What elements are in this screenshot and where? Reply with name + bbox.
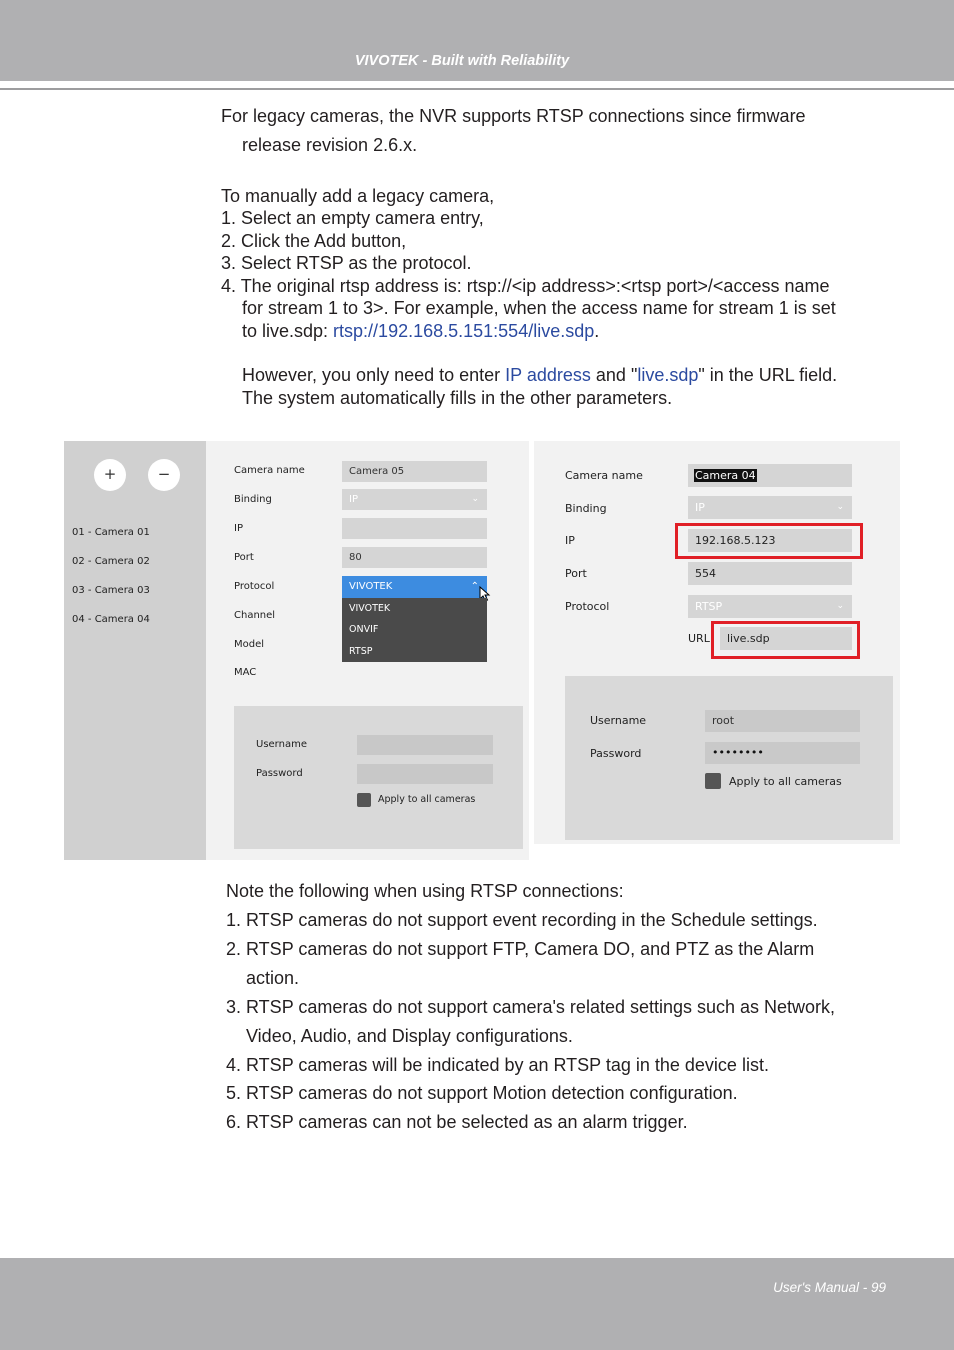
- hint-text-b: and ": [590, 365, 638, 385]
- camera-setup-screenshot-2: [534, 441, 900, 844]
- step-4-line-2: for stream 1 to 3>. For example, when the access name for stream 1 is set: [242, 298, 836, 318]
- protocol-select[interactable]: [342, 576, 487, 598]
- password-label: Password: [590, 747, 642, 760]
- note-2-line-1: 2. RTSP cameras do not support FTP, Camera DO, and PTZ as the Alarm: [226, 939, 815, 959]
- protocol-option-onvif[interactable]: ONVIF: [349, 624, 379, 635]
- step-4-line-3: [242, 320, 599, 342]
- protocol-option-rtsp[interactable]: RTSP: [349, 646, 373, 657]
- step-4-suffix: .: [594, 321, 600, 341]
- credentials-panel: [234, 706, 523, 849]
- camera-list-item[interactable]: 01 - Camera 01: [72, 527, 150, 538]
- camera-list-item[interactable]: 03 - Camera 03: [72, 585, 150, 596]
- password-field[interactable]: ••••••••: [705, 742, 860, 764]
- ip-label: IP: [234, 523, 243, 534]
- step-1: 1. Select an empty camera entry,: [221, 208, 484, 228]
- hint-text-c: " in the URL field.: [698, 365, 838, 385]
- page-number: User's Manual - 99: [773, 1280, 886, 1295]
- note-3-line-1: 3. RTSP cameras do not support camera's related settings such as Network,: [226, 997, 836, 1017]
- camera-name-label: Camera name: [234, 465, 305, 476]
- step-3: 3. Select RTSP as the protocol.: [221, 253, 472, 273]
- chevron-up-icon: ⌃: [470, 581, 479, 592]
- ip-label: IP: [565, 534, 575, 547]
- camera-name-label: Camera name: [565, 469, 643, 482]
- port-field[interactable]: 80: [342, 547, 487, 568]
- camera-name-field[interactable]: [688, 464, 852, 487]
- intro-line-1: For legacy cameras, the NVR supports RTSP connections since firmware: [221, 106, 806, 126]
- binding-label: Binding: [565, 502, 607, 515]
- camera-list-item[interactable]: 02 - Camera 02: [72, 556, 150, 567]
- password-label: Password: [256, 768, 303, 779]
- url-highlight-box: [711, 621, 860, 659]
- protocol-label: Protocol: [234, 581, 275, 592]
- apply-all-checkbox[interactable]: [357, 793, 371, 807]
- apply-all-label: Apply to all cameras: [378, 794, 476, 805]
- camera-setup-screenshot-1: [64, 441, 529, 860]
- apply-all-label: Apply to all cameras: [729, 775, 842, 788]
- protocol-option-vivotek[interactable]: VIVOTEK: [349, 603, 391, 614]
- ip-field[interactable]: 192.168.5.123: [688, 529, 852, 552]
- camera-name-field[interactable]: Camera 05: [342, 461, 487, 482]
- chevron-down-icon: ⌄: [836, 502, 844, 512]
- mac-label: MAC: [234, 667, 257, 678]
- binding-value: IP: [349, 494, 358, 505]
- chevron-down-icon: ⌄: [836, 601, 844, 611]
- hint-line-2: The system automatically fills in the other parameters.: [242, 388, 673, 408]
- note-3-line-2: Video, Audio, and Display configurations.: [246, 1026, 573, 1046]
- model-label: Model: [234, 639, 265, 650]
- binding-label: Binding: [234, 494, 272, 505]
- header-divider: [0, 88, 954, 90]
- credentials-panel: [565, 676, 893, 840]
- note-2-line-2: action.: [246, 968, 300, 988]
- live-sdp-link[interactable]: live.sdp: [637, 365, 699, 385]
- camera-list-item[interactable]: 04 - Camera 04: [72, 614, 150, 625]
- notes-lead: Note the following when using RTSP connections:: [226, 881, 624, 901]
- apply-all-checkbox[interactable]: [705, 773, 721, 789]
- username-field[interactable]: root: [705, 710, 860, 732]
- channel-label: Channel: [234, 610, 276, 621]
- username-label: Username: [590, 714, 647, 727]
- note-6: 6. RTSP cameras can not be selected as an alarm trigger.: [226, 1112, 688, 1132]
- port-label: Port: [565, 567, 587, 580]
- ip-address-link[interactable]: IP address: [505, 365, 591, 385]
- protocol-value: RTSP: [695, 600, 723, 613]
- add-camera-button[interactable]: +: [94, 459, 126, 491]
- intro-line-2: release revision 2.6.x.: [242, 135, 418, 155]
- url-field[interactable]: live.sdp: [720, 627, 852, 650]
- username-field[interactable]: [357, 735, 493, 755]
- steps-lead: To manually add a legacy camera,: [221, 186, 495, 206]
- step-4-prefix: to live.sdp:: [242, 321, 334, 341]
- ip-field[interactable]: [342, 518, 487, 539]
- camera-list-sidebar: [64, 441, 206, 860]
- ip-highlight-box: [675, 523, 863, 559]
- rtsp-example-link[interactable]: rtsp://192.168.5.151:554/live.sdp: [333, 321, 595, 341]
- page-footer: [0, 1258, 954, 1350]
- protocol-dropdown-list: [342, 598, 487, 662]
- header-title: VIVOTEK - Built with Reliability: [354, 53, 570, 69]
- hint-text-a: However, you only need to enter: [242, 365, 506, 385]
- binding-select[interactable]: [342, 489, 487, 510]
- note-4: 4. RTSP cameras will be indicated by an RTSP tag in the device list.: [226, 1055, 769, 1075]
- port-label: Port: [234, 552, 254, 563]
- protocol-select[interactable]: [688, 595, 852, 618]
- note-1: 1. RTSP cameras do not support event recording in the Schedule settings.: [226, 910, 818, 930]
- step-2: 2. Click the Add button,: [221, 231, 407, 251]
- password-field[interactable]: [357, 764, 493, 784]
- remove-camera-button[interactable]: −: [148, 459, 180, 491]
- page-header: [0, 0, 954, 81]
- binding-value: IP: [695, 501, 705, 514]
- protocol-value: VIVOTEK: [349, 581, 393, 592]
- username-label: Username: [256, 739, 307, 750]
- note-5: 5. RTSP cameras do not support Motion detection configuration.: [226, 1083, 738, 1103]
- url-label: URL: [688, 632, 710, 645]
- hint-line-1: [242, 364, 837, 386]
- step-4-line-1: 4. The original rtsp address is: rtsp://<ip address>:<rtsp port>/<access name: [221, 276, 830, 296]
- camera-name-selected-text: Camera 04: [695, 469, 756, 482]
- protocol-label: Protocol: [565, 600, 610, 613]
- port-field[interactable]: 554: [688, 562, 852, 585]
- chevron-down-icon: ⌄: [471, 494, 479, 504]
- binding-select[interactable]: [688, 496, 852, 519]
